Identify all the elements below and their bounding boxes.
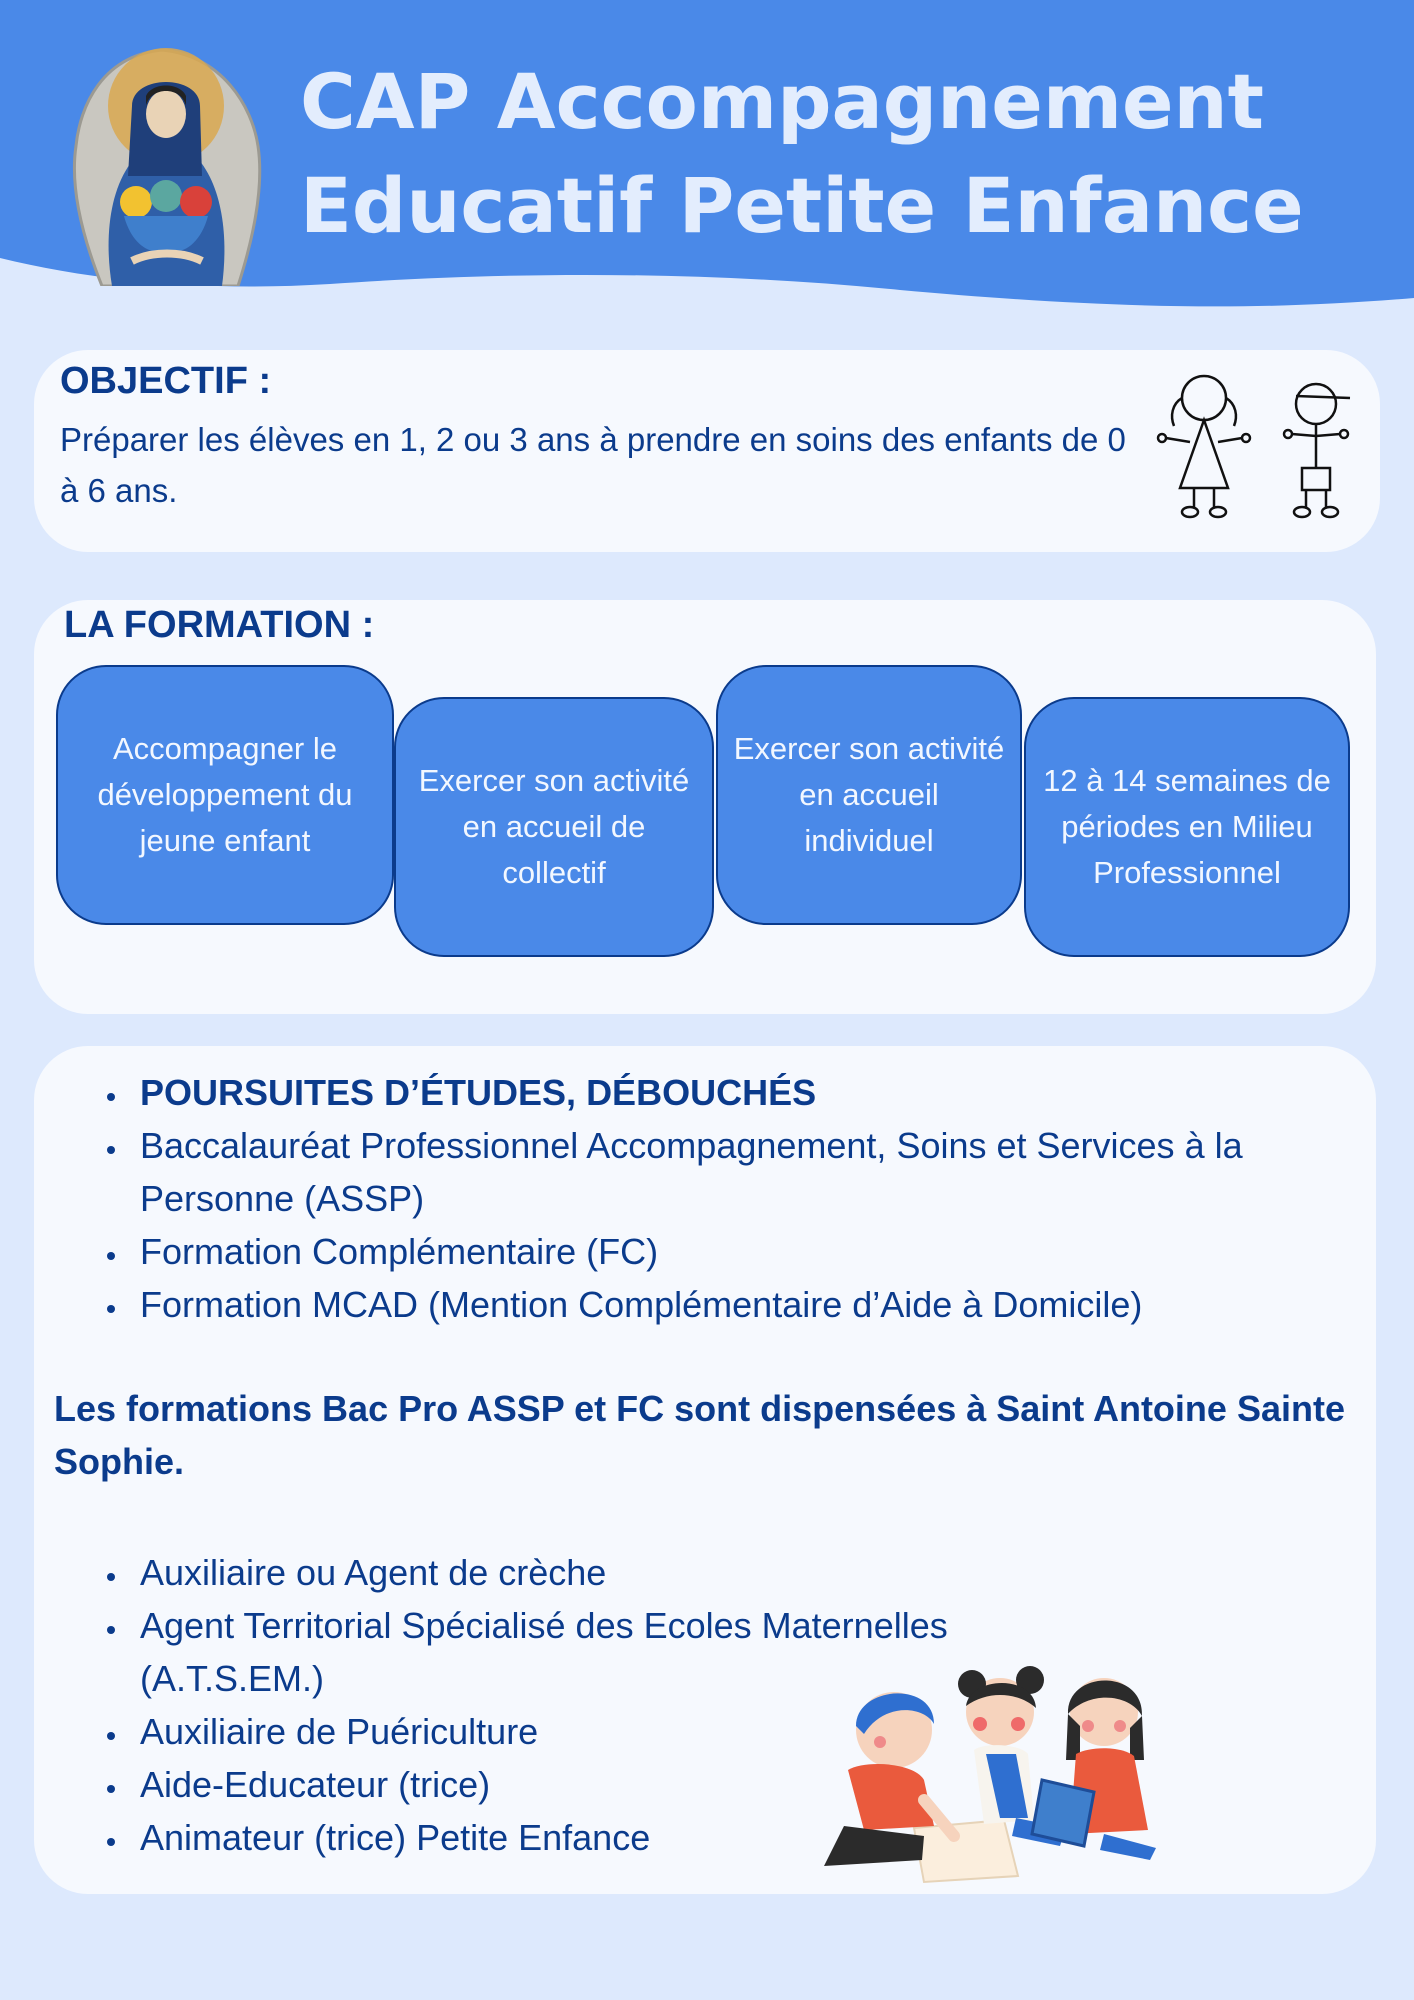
madonna-mosaic-logo (62, 36, 272, 286)
title-line-1: CAP Accompagnement (300, 57, 1264, 146)
list-item: • Animateur (trice) Petite Enfance (130, 1811, 1130, 1864)
poursuites-heading: • POURSUITES D’ÉTUDES, DÉBOUCHÉS (130, 1066, 1380, 1119)
formation-item-developpement: Accompagner le développement du jeune enfant (56, 665, 394, 925)
formations-location-note: Les formations Bac Pro ASSP et FC sont dispensées à Saint Antoine Sainte Sophie. (54, 1388, 1345, 1482)
page-title (300, 50, 1304, 258)
formation-item-accueil-collectif: Exercer son activité en accueil de collectif (394, 697, 714, 957)
formation-item-accueil-individuel: Exercer son activité en accueil individuel (716, 665, 1022, 925)
list-item: • Formation Complémentaire (FC) (130, 1225, 1380, 1278)
formation-heading: LA FORMATION : (64, 604, 375, 646)
stick-figure-kids-illustration (1144, 368, 1374, 538)
poursuites-list (74, 1066, 1380, 1331)
formation-item-periodes-milieu-pro: 12 à 14 semaines de périodes en Milieu Professionnel (1024, 697, 1350, 957)
children-playing-illustration (804, 1650, 1204, 1890)
list-item: • Agent Territorial Spécialisé des Ecoles Maternelles (A.T.S.EM.) (130, 1599, 1130, 1705)
poursuites-card (34, 1046, 1376, 1894)
formation-card (34, 600, 1376, 1014)
list-item: • Auxiliaire ou Agent de crèche (130, 1546, 1130, 1599)
title-line-2: Educatif Petite Enfance (300, 161, 1304, 250)
list-item: • Baccalauréat Professionnel Accompagnement, Soins et Services à la Personne (ASSP) (130, 1119, 1380, 1225)
objectif-card (34, 350, 1380, 552)
list-item: • Formation MCAD (Mention Complémentaire d’Aide à Domicile) (130, 1278, 1380, 1331)
list-item: • Aide-Educateur (trice) (130, 1758, 1130, 1811)
objectif-heading: OBJECTIF : (60, 360, 272, 402)
list-item: • Auxiliaire de Puériculture (130, 1705, 1130, 1758)
objectif-text: Préparer les élèves en 1, 2 ou 3 ans à prendre en soins des enfants de 0 à 6 ans. (60, 421, 1126, 509)
